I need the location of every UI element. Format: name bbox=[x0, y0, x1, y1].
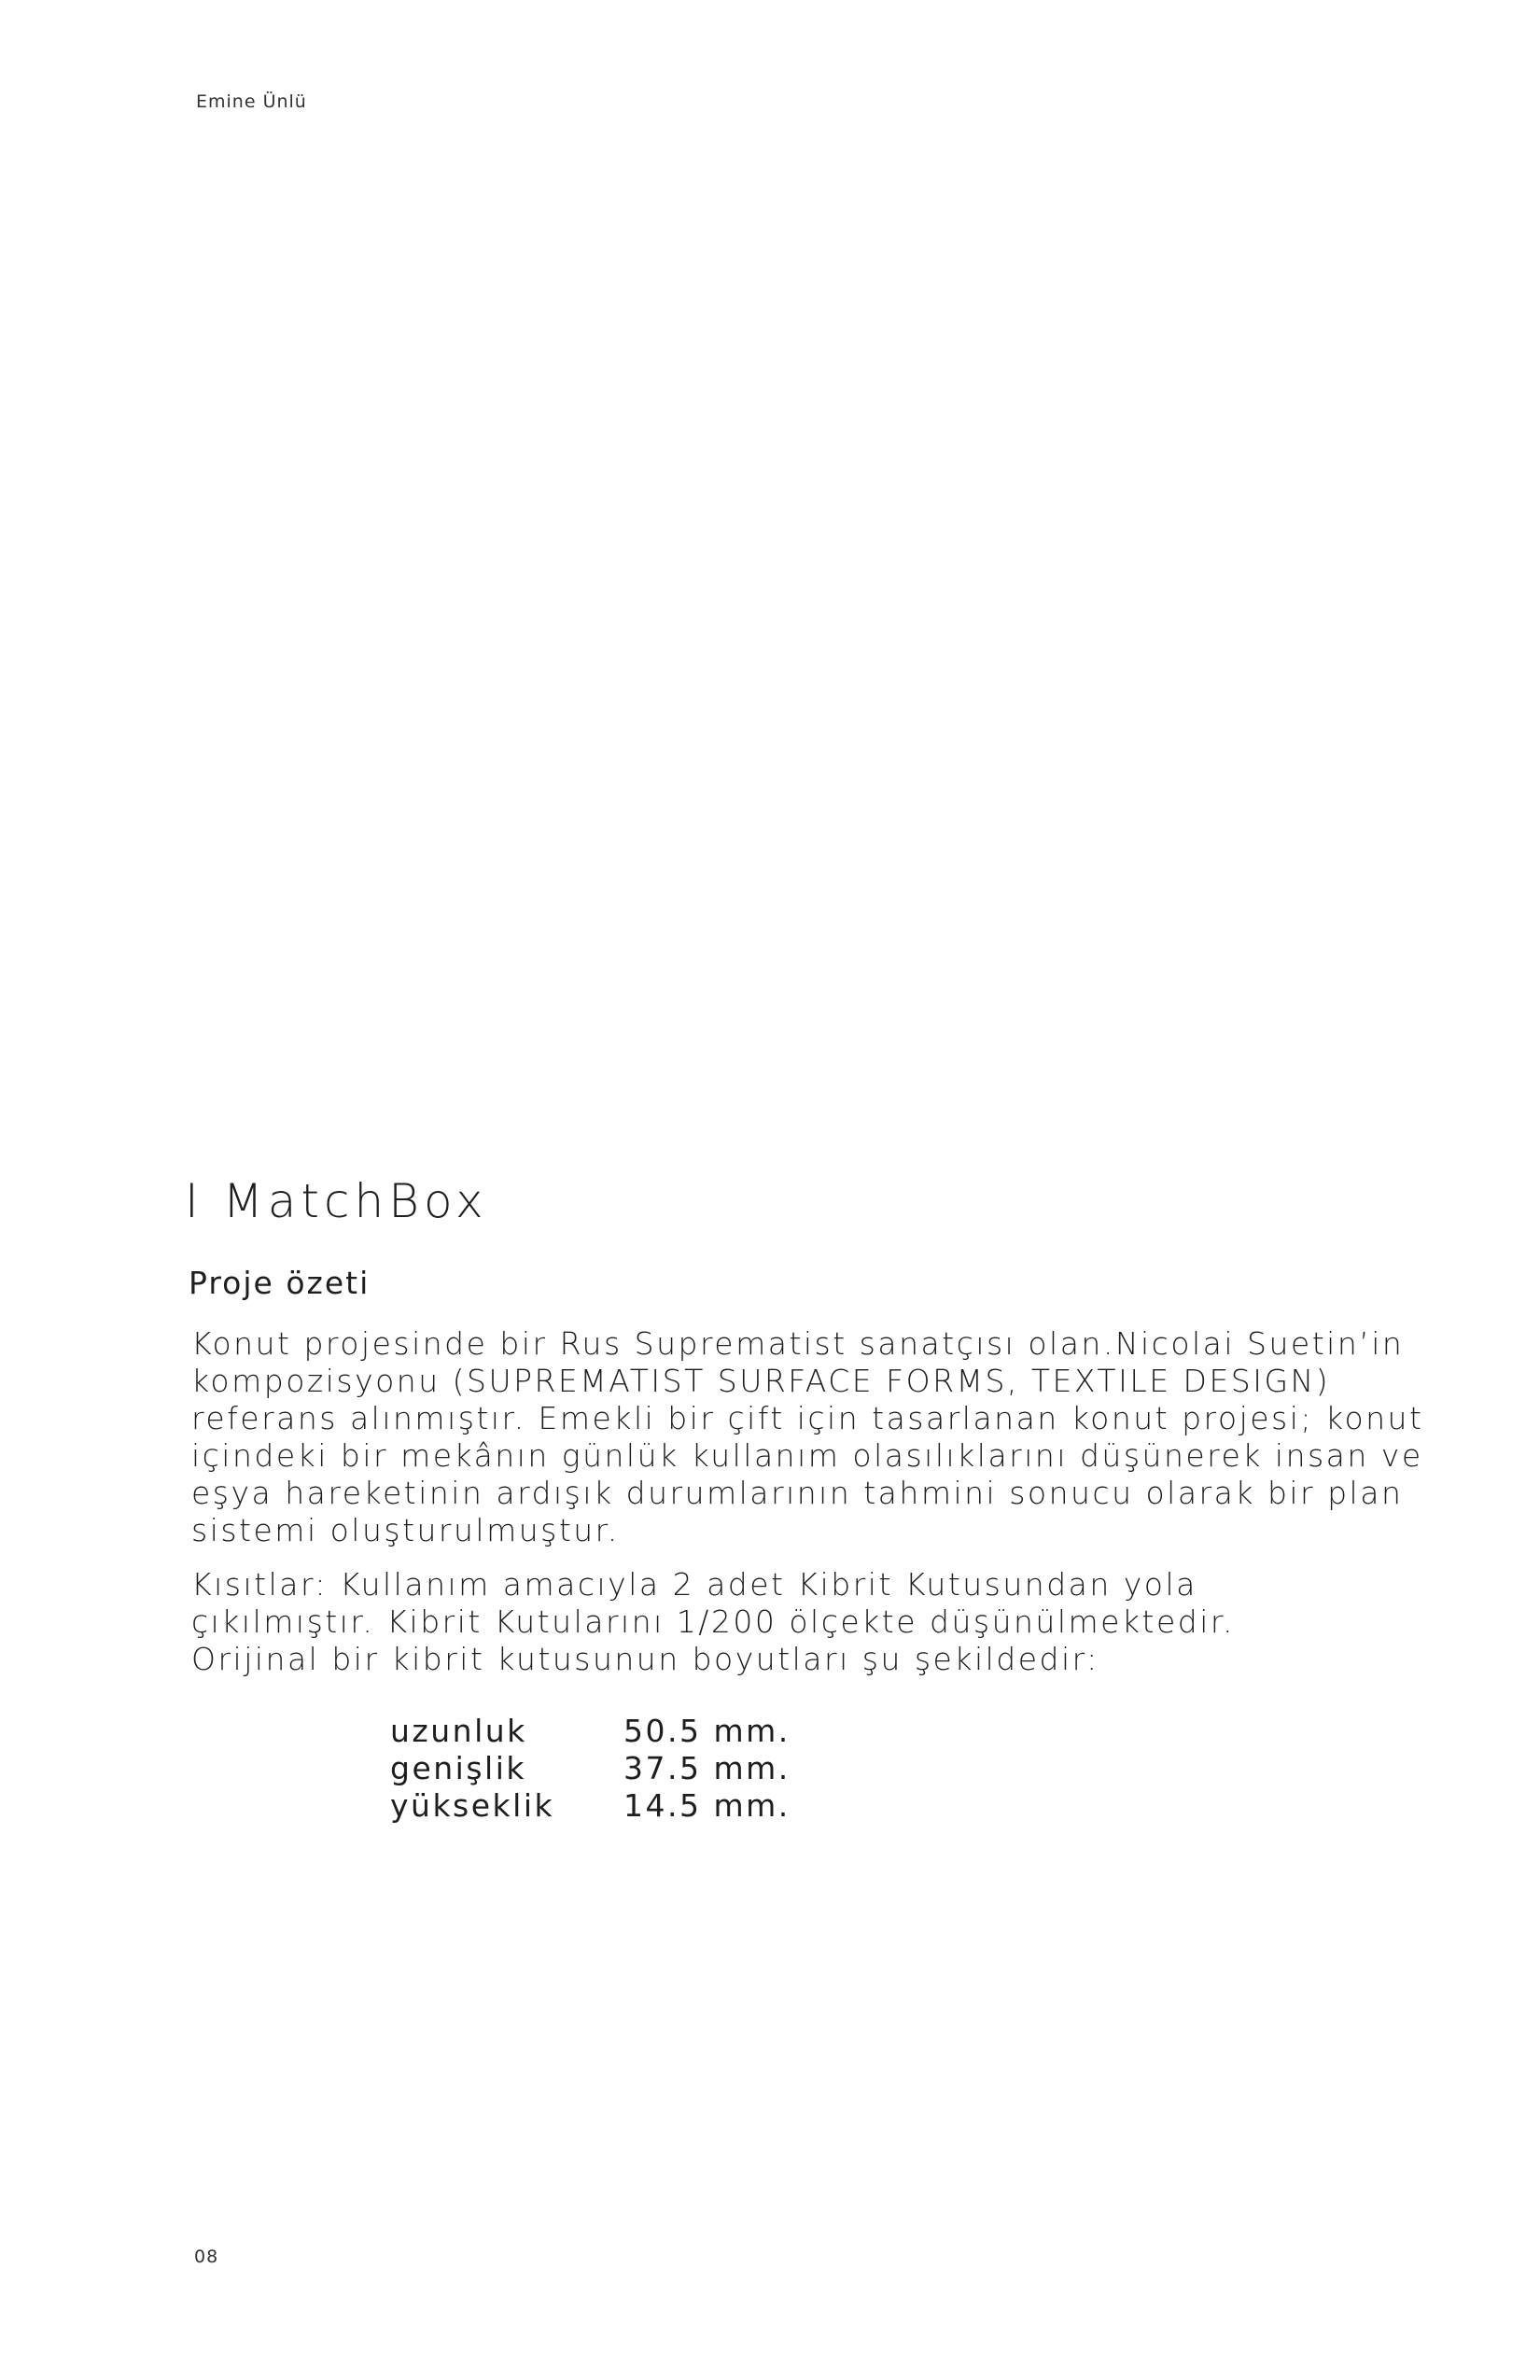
dimension-row bbox=[390, 1787, 791, 1825]
dimension-row bbox=[390, 1750, 791, 1787]
summary-line: eşya hareketinin ardışık durumlarının tahmini sonucu olarak bir plan bbox=[191, 1475, 1404, 1511]
dimension-label: yükseklik bbox=[390, 1787, 555, 1824]
summary-line: kompozisyonu (SUPREMATIST SURFACE FORMS, TEXTILE DESIGN) bbox=[191, 1363, 1331, 1399]
summary-line: içindeki bir mekânın günlük kullanım olasılıklarını düşünerek insan ve bbox=[191, 1437, 1423, 1474]
summary-paragraph bbox=[191, 1325, 1424, 1549]
dimension-value: 37.5 mm. bbox=[623, 1750, 791, 1786]
dimension-label: genişlik bbox=[390, 1750, 526, 1786]
section-title: I MatchBox bbox=[185, 1174, 488, 1228]
section-subtitle: Proje özeti bbox=[189, 1265, 371, 1301]
author-name: Emine Ünlü bbox=[196, 91, 307, 112]
constraints-line: Kısıtlar: Kullanım amacıyla 2 adet Kibrit Kutusundan yola bbox=[191, 1566, 1197, 1603]
dimension-label: uzunluk bbox=[390, 1713, 527, 1749]
summary-line: referans alınmıştır. Emekli bir çift için tasarlanan konut projesi; konut bbox=[191, 1400, 1424, 1436]
summary-line: Konut projesinde bir Rus Suprematist sanatçısı olan.Nicolai Suetin’in bbox=[191, 1325, 1405, 1362]
constraints-line: çıkılmıştır. Kibrit Kutularını 1/200 ölçekte düşünülmektedir. bbox=[191, 1603, 1235, 1640]
dimension-value: 14.5 mm. bbox=[623, 1787, 791, 1824]
constraints-paragraph bbox=[191, 1566, 1386, 1678]
dimension-value: 50.5 mm. bbox=[623, 1713, 791, 1749]
dimension-row bbox=[390, 1713, 791, 1750]
summary-line: sistemi oluşturulmuştur. bbox=[191, 1512, 620, 1548]
constraints-line: Orijinal bir kibrit kutusunun boyutları şu şekildedir: bbox=[191, 1641, 1099, 1677]
page-number: 08 bbox=[194, 2247, 219, 2267]
dimensions-table bbox=[390, 1713, 791, 1825]
